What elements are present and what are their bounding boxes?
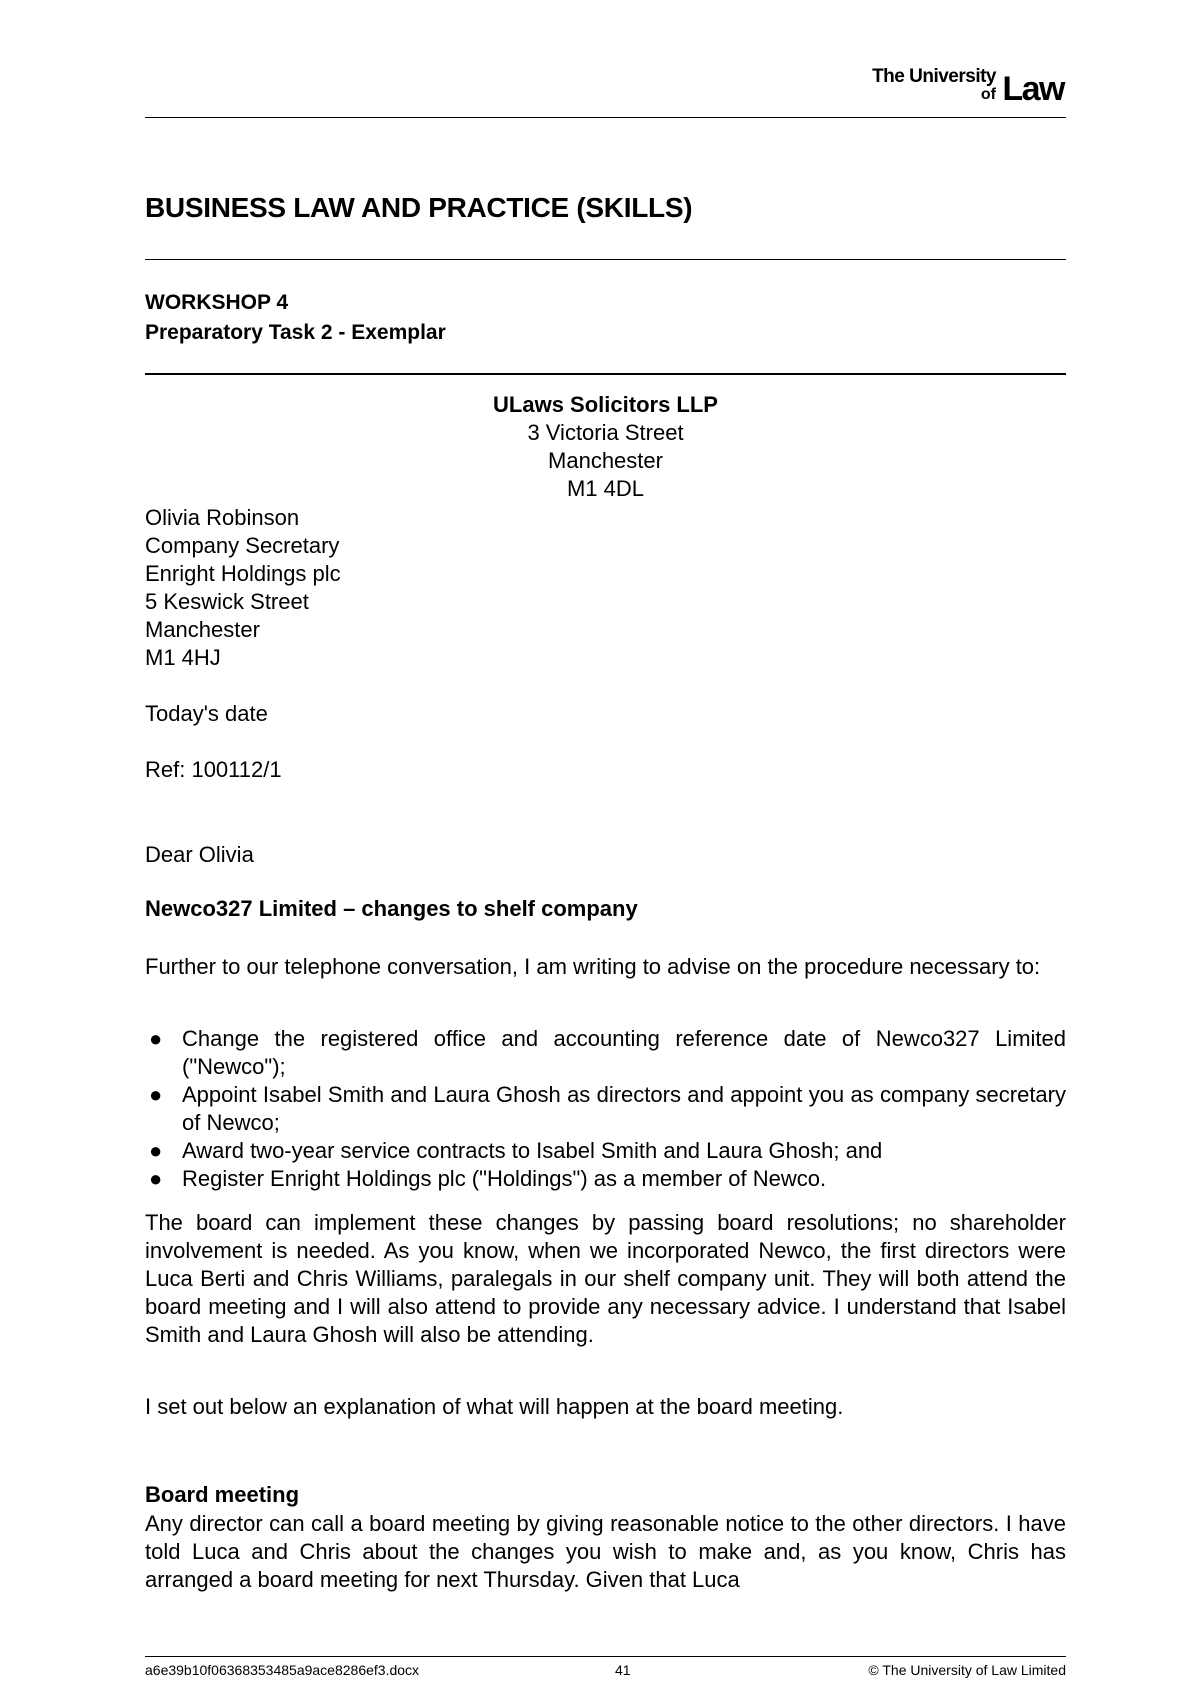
bullet-icon: ●	[149, 1082, 163, 1107]
section-divider	[145, 373, 1066, 375]
workshop-block	[145, 288, 446, 348]
list-item-text: Appoint Isabel Smith and Laura Ghosh as directors and appoint you as company secretary of Newco;	[182, 1082, 1066, 1135]
section-heading: Board meeting	[145, 1482, 300, 1507]
bullet-icon: ●	[149, 1026, 163, 1051]
footer-divider	[145, 1656, 1066, 1657]
meeting-paragraph: Any director can call a board meeting by giving reasonable notice to the other directors. I have told Luca and Chris about the changes you wish to make and, as you know, Chris has arranged a board meeting for next Thursday. Given that Luca	[145, 1511, 1066, 1592]
recipient-line: Manchester	[145, 617, 260, 642]
university-logo	[860, 66, 1066, 106]
setout-paragraph: I set out below an explanation of what will happen at the board meeting.	[145, 1394, 844, 1419]
list-item	[145, 1081, 1066, 1137]
letter-date: Today's date	[145, 701, 268, 726]
procedure-list	[145, 1025, 1066, 1193]
recipient-line: Olivia Robinson	[145, 505, 300, 530]
recipient-line: Company Secretary	[145, 533, 340, 558]
recipient-line: M1 4HJ	[145, 645, 221, 670]
document-title: BUSINESS LAW AND PRACTICE (SKILLS)	[145, 192, 693, 223]
logo-text-university: The University	[872, 66, 996, 87]
task-label: Preparatory Task 2 - Exemplar	[145, 321, 446, 344]
letter-reference: Ref: 100112/1	[145, 757, 282, 782]
footer-page-number: 41	[615, 1662, 631, 1678]
logo-text-law: Law	[1002, 70, 1064, 108]
list-item-text: Award two-year service contracts to Isabel Smith and Laura Ghosh; and	[182, 1138, 883, 1163]
intro-paragraph: Further to our telephone conversation, I am writing to advise on the procedure necessary to:	[145, 954, 1041, 979]
logo-text-of: of	[980, 86, 996, 103]
list-item-text: Change the registered office and accounting reference date of Newco327 Limited ("Newco");	[182, 1026, 1066, 1079]
header-divider	[145, 117, 1066, 118]
sender-address	[145, 391, 1066, 503]
board-paragraph: The board can implement these changes by passing board resolutions; no shareholder involvement is needed. As you know, when we incorporated Newco, the first directors were Luca Berti and Chris Williams, paralegals in our shelf company unit. They will both attend the board meeting and I will also attend to provide any necessary advice. I understand that Isabel Smith and Laura Ghosh will also be attending.	[145, 1210, 1066, 1347]
list-item	[145, 1137, 1066, 1165]
bullet-icon: ●	[149, 1166, 163, 1191]
title-divider	[145, 259, 1066, 260]
sender-address-line: Manchester	[548, 448, 663, 473]
footer-copyright: © The University of Law Limited	[868, 1662, 1066, 1678]
list-item-text: Register Enright Holdings plc ("Holdings") as a member of Newco.	[182, 1166, 827, 1191]
workshop-label: WORKSHOP 4	[145, 291, 289, 314]
list-item	[145, 1165, 1066, 1193]
bullet-icon: ●	[149, 1138, 163, 1163]
recipient-line: Enright Holdings plc	[145, 561, 341, 586]
salutation: Dear Olivia	[145, 842, 254, 867]
letter-subject: Newco327 Limited – changes to shelf company	[145, 896, 638, 921]
sender-address-line: M1 4DL	[566, 476, 645, 501]
list-item	[145, 1025, 1066, 1081]
sender-address-line: 3 Victoria Street	[527, 420, 684, 445]
footer-filename: a6e39b10f06368353485a9ace8286ef3.docx	[145, 1662, 420, 1678]
sender-name: ULaws Solicitors LLP	[493, 392, 718, 417]
recipient-line: 5 Keswick Street	[145, 589, 309, 614]
recipient-address	[145, 504, 341, 672]
